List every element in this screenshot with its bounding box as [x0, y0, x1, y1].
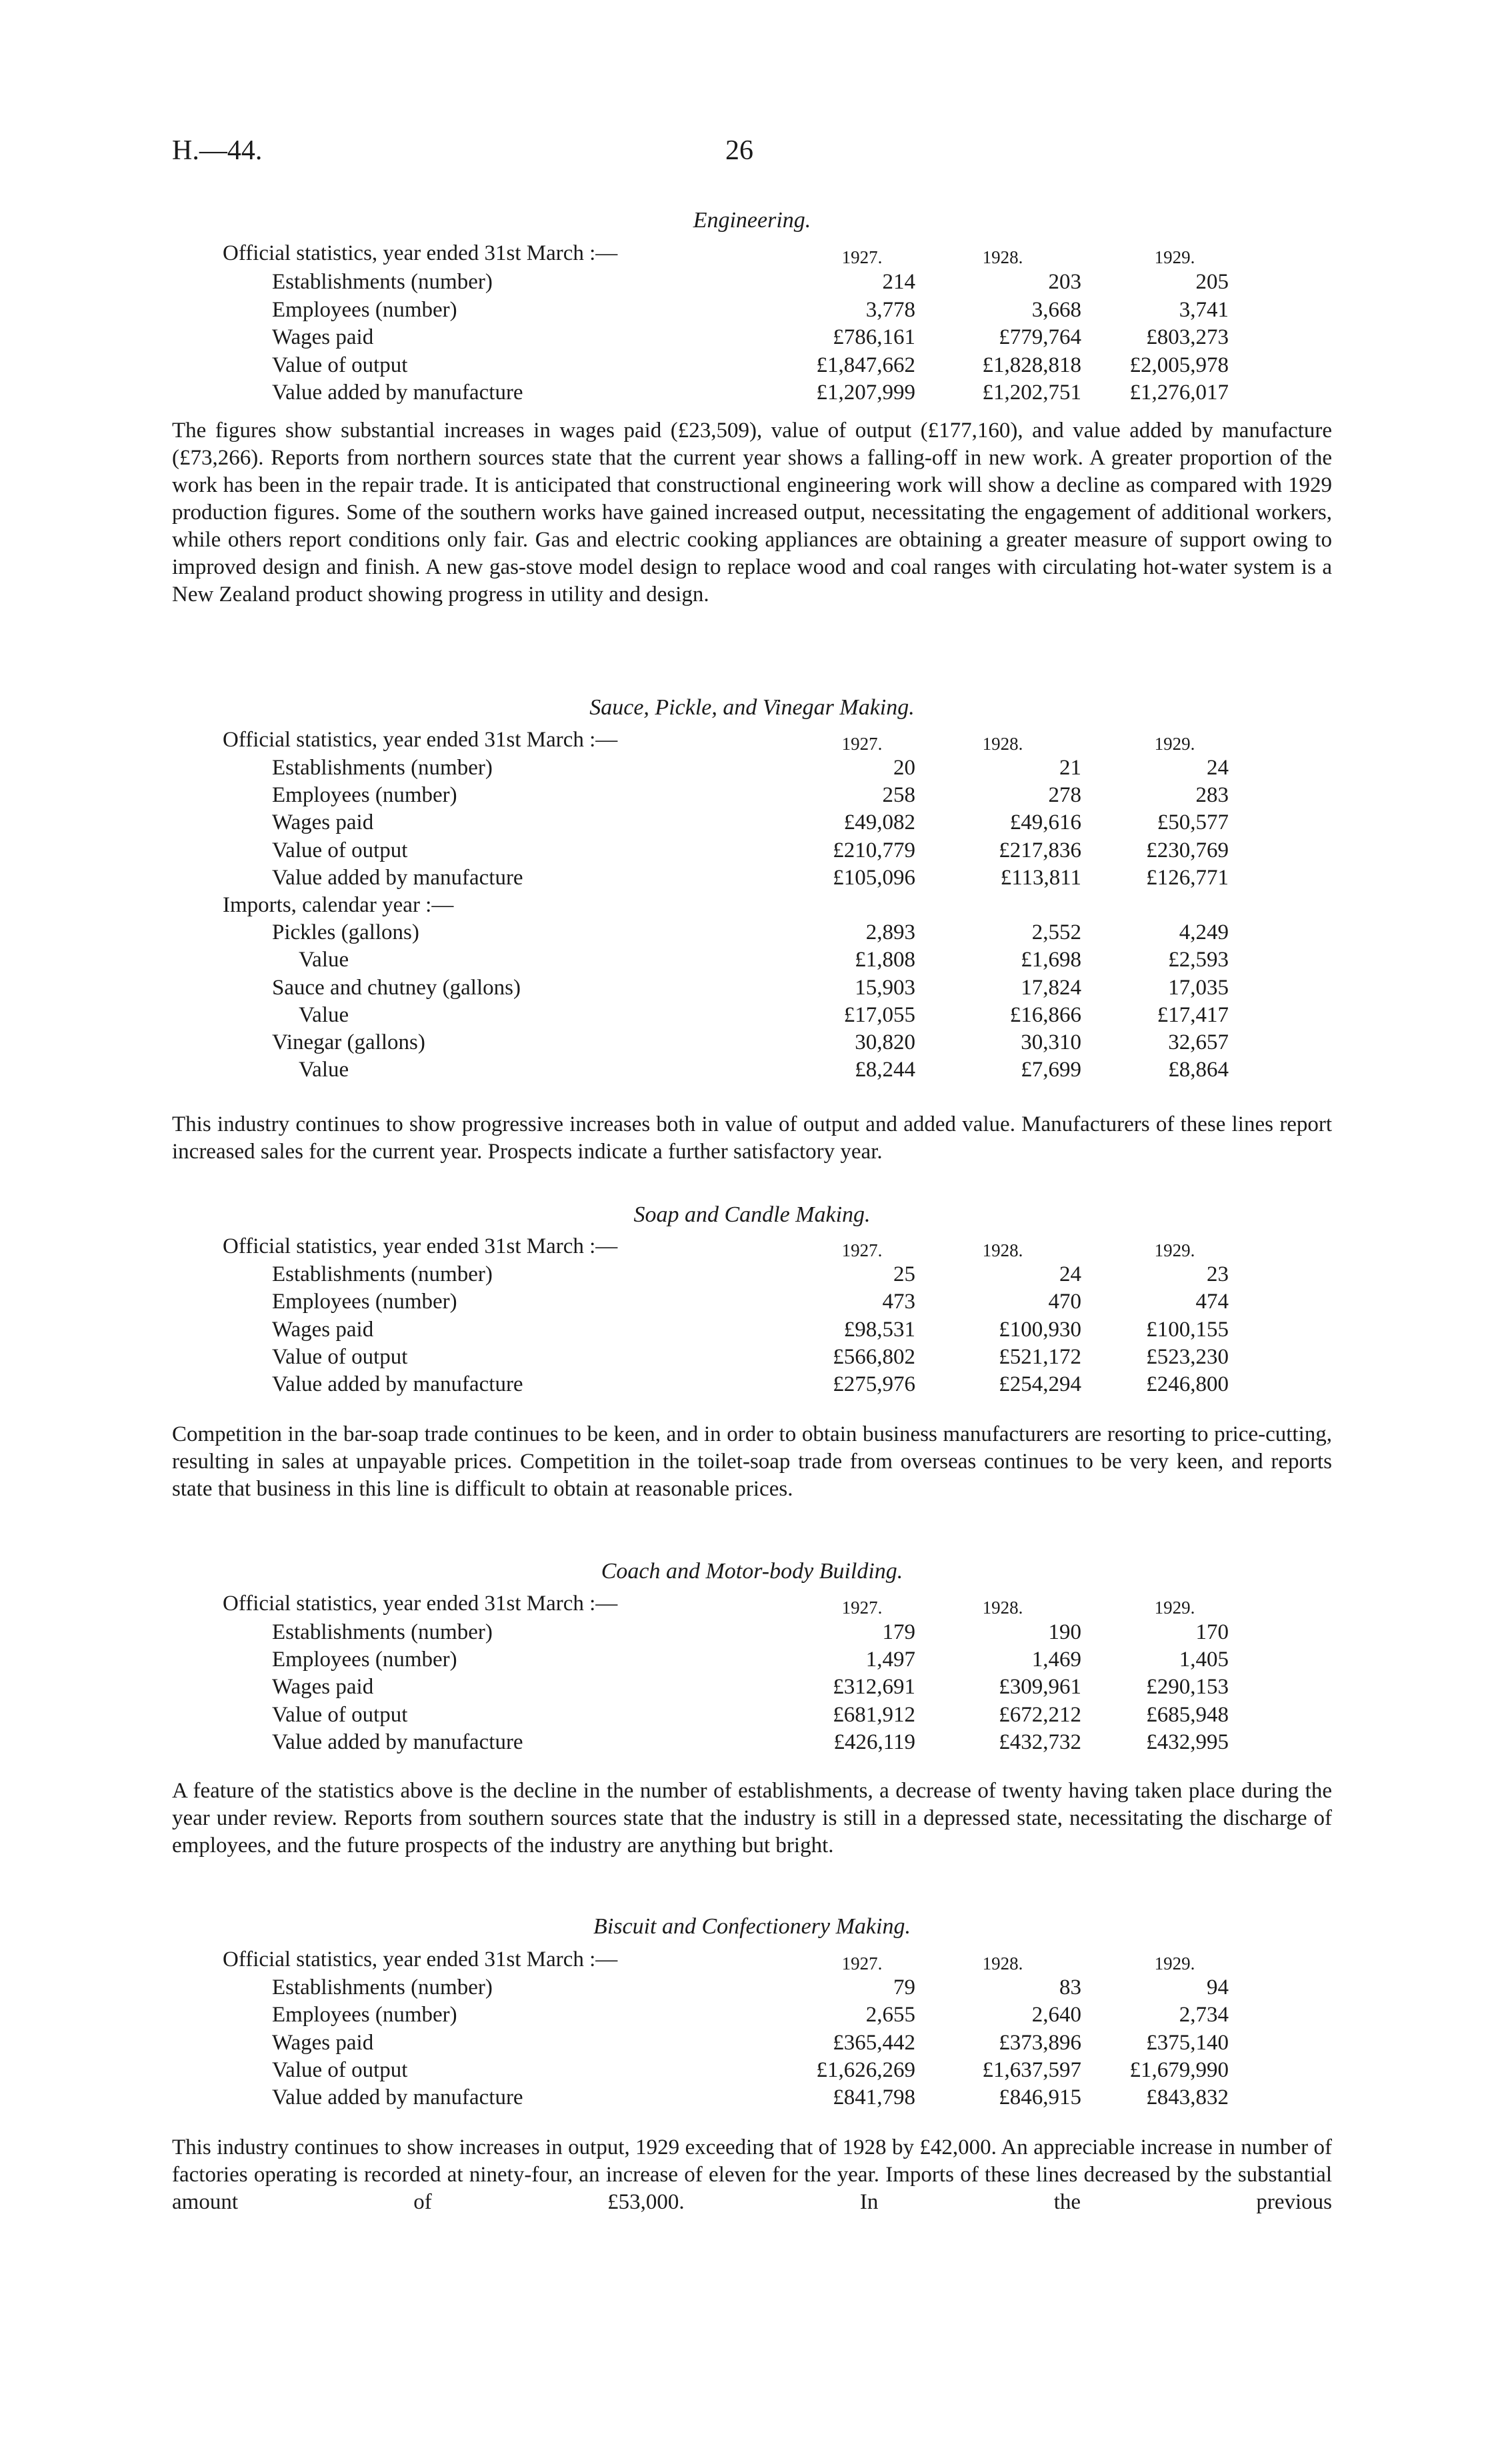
- table-row: [0, 809, 1504, 836]
- value-cell: £98,531: [843, 1318, 915, 1342]
- row-label: Value of output: [272, 1345, 408, 1369]
- value-cell: £1,202,751: [982, 381, 1081, 405]
- row-label: Establishments (number): [272, 1975, 493, 1999]
- value-cell: 4,249: [1179, 920, 1229, 944]
- value-cell: £841,798: [833, 2085, 915, 2109]
- section-paragraph: This industry continues to show increases in output, 1929 exceeding that of 1928 by £42,000. An appreciable increase in number of factories operating is recorded at ninety-four, an increase of eleven for the year. Imports of these lines decreased by the substantial amount of £53,000. In the previous: [172, 2135, 1332, 2214]
- table-row: [0, 1261, 1504, 1288]
- statistics-intro-row: [0, 1233, 1504, 1260]
- row-label: Value: [299, 1003, 349, 1027]
- table-row: [0, 1002, 1504, 1028]
- value-cell: £17,417: [1157, 1003, 1229, 1027]
- value-cell: £566,802: [833, 1345, 915, 1369]
- value-cell: 24: [1207, 756, 1229, 780]
- row-label: Establishments (number): [272, 270, 493, 294]
- year-heading: 1927.: [841, 1953, 883, 1973]
- value-cell: 283: [1195, 783, 1229, 807]
- value-cell: 1,405: [1179, 1648, 1229, 1672]
- value-cell: 2,893: [865, 920, 915, 944]
- imports-heading: Imports, calendar year :—: [223, 893, 454, 917]
- value-cell: £105,096: [833, 866, 915, 890]
- table-row: [0, 1288, 1504, 1315]
- value-cell: 2,734: [1179, 2003, 1229, 2027]
- statistics-intro-row: [0, 726, 1504, 753]
- value-cell: 15,903: [855, 976, 915, 1000]
- value-cell: 17,824: [1021, 976, 1081, 1000]
- row-label: Employees (number): [272, 298, 457, 322]
- value-cell: £290,153: [1146, 1675, 1229, 1699]
- value-cell: £113,811: [1000, 866, 1081, 890]
- value-cell: £2,005,978: [1129, 353, 1229, 377]
- table-row: [0, 782, 1504, 808]
- table-row: [0, 864, 1504, 891]
- row-label: Value added by manufacture: [272, 1730, 523, 1754]
- statistics-intro: Official statistics, year ended 31st March :—: [223, 1947, 618, 1971]
- table-row: [0, 1619, 1504, 1646]
- table-row: [0, 269, 1504, 295]
- value-cell: 30,820: [855, 1030, 915, 1054]
- section-paragraph: This industry continues to show progressive increases both in value of output and added value. Manufacturers of these lines report increased sales for the current year. Prospects indicate a further satisfactory year.: [172, 1112, 1332, 1164]
- value-cell: 79: [893, 1975, 915, 1999]
- value-cell: £246,800: [1146, 1372, 1229, 1396]
- table-row: [0, 919, 1504, 946]
- value-cell: £779,764: [999, 325, 1081, 349]
- value-cell: £309,961: [999, 1675, 1081, 1699]
- value-cell: £375,140: [1146, 2031, 1229, 2055]
- row-label: Employees (number): [272, 783, 457, 807]
- value-cell: 474: [1195, 1290, 1229, 1314]
- value-cell: 190: [1048, 1620, 1081, 1644]
- year-heading: 1929.: [1154, 1598, 1195, 1618]
- table-row: [0, 946, 1504, 973]
- statistics-intro: Official statistics, year ended 31st March :—: [223, 1234, 618, 1258]
- row-label: Establishments (number): [272, 1262, 493, 1286]
- year-heading: 1927.: [841, 1240, 883, 1260]
- year-heading: 1928.: [982, 1598, 1023, 1618]
- value-cell: 21: [1059, 756, 1081, 780]
- value-cell: £1,637,597: [982, 2058, 1081, 2082]
- value-cell: £1,847,662: [816, 353, 915, 377]
- table-row: [0, 1316, 1504, 1343]
- imports-heading-row: [0, 892, 1504, 918]
- value-cell: £217,836: [999, 838, 1081, 862]
- value-cell: £1,679,990: [1129, 2058, 1229, 2082]
- page-number: 26: [725, 135, 753, 166]
- row-label: Wages paid: [272, 1675, 374, 1699]
- value-cell: 473: [882, 1290, 915, 1314]
- value-cell: £803,273: [1146, 325, 1229, 349]
- value-cell: £16,866: [1009, 1003, 1081, 1027]
- row-label: Establishments (number): [272, 1620, 493, 1644]
- value-cell: £312,691: [833, 1675, 915, 1699]
- value-cell: £523,230: [1146, 1345, 1229, 1369]
- section-title: Engineering.: [693, 208, 811, 233]
- section-title: Biscuit and Confectionery Making.: [593, 1914, 911, 1939]
- row-label: Wages paid: [272, 325, 374, 349]
- table-row: [0, 754, 1504, 781]
- table-row: [0, 1674, 1504, 1700]
- year-heading: 1928.: [982, 1953, 1023, 1973]
- statistics-intro: Official statistics, year ended 31st March :—: [223, 241, 618, 265]
- value-cell: 470: [1048, 1290, 1081, 1314]
- value-cell: 32,657: [1168, 1030, 1229, 1054]
- table-row: [0, 1371, 1504, 1398]
- value-cell: 278: [1048, 783, 1081, 807]
- row-label: Pickles (gallons): [272, 920, 419, 944]
- value-cell: £365,442: [833, 2031, 915, 2055]
- value-cell: 3,778: [865, 298, 915, 322]
- value-cell: £426,119: [833, 1730, 915, 1754]
- row-label: Value of output: [272, 838, 408, 862]
- value-cell: £685,948: [1146, 1703, 1229, 1727]
- section-paragraph: Competition in the bar-soap trade continues to be keen, and in order to obtain business manufacturers are resorting to price-cutting, resulting in sales at unpayable prices. Competition in the toilet-soap trade from overseas continues to be very keen, and reports state that business in this line is difficult to obtain at reasonable prices.: [172, 1422, 1332, 1501]
- table-row: [0, 379, 1504, 406]
- table-row: [0, 2001, 1504, 2028]
- value-cell: 179: [882, 1620, 915, 1644]
- table-row: [0, 1646, 1504, 1673]
- section-title: Sauce, Pickle, and Vinegar Making.: [589, 695, 915, 720]
- table-row: [0, 1729, 1504, 1756]
- value-cell: £2,593: [1168, 948, 1229, 972]
- value-cell: £373,896: [999, 2031, 1081, 2055]
- year-heading: 1928.: [982, 734, 1023, 754]
- value-cell: £50,577: [1157, 810, 1229, 834]
- row-label: Value: [299, 948, 349, 972]
- value-cell: 205: [1195, 270, 1229, 294]
- value-cell: £8,244: [855, 1058, 915, 1082]
- value-cell: £846,915: [999, 2085, 1081, 2109]
- value-cell: £681,912: [833, 1703, 915, 1727]
- value-cell: £1,276,017: [1129, 381, 1229, 405]
- row-label: Value added by manufacture: [272, 381, 523, 405]
- document-reference: H.—44.: [172, 135, 263, 166]
- row-label: Value of output: [272, 1703, 408, 1727]
- value-cell: £521,172: [999, 1345, 1081, 1369]
- row-label: Establishments (number): [272, 756, 493, 780]
- value-cell: 30,310: [1021, 1030, 1081, 1054]
- year-heading: 1927.: [841, 247, 883, 267]
- value-cell: 170: [1195, 1620, 1229, 1644]
- value-cell: £230,769: [1146, 838, 1229, 862]
- table-row: [0, 974, 1504, 1001]
- value-cell: £1,698: [1021, 948, 1081, 972]
- table-row: [0, 324, 1504, 351]
- table-row: [0, 2029, 1504, 2056]
- value-cell: £126,771: [1146, 866, 1229, 890]
- value-cell: 3,668: [1031, 298, 1081, 322]
- value-cell: 258: [882, 783, 915, 807]
- value-cell: 2,552: [1031, 920, 1081, 944]
- year-heading: 1928.: [982, 247, 1023, 267]
- section-title: Soap and Candle Making.: [633, 1202, 871, 1227]
- row-label: Wages paid: [272, 2031, 374, 2055]
- statistics-intro-row: [0, 1946, 1504, 1973]
- value-cell: £1,207,999: [816, 381, 915, 405]
- value-cell: 17,035: [1168, 976, 1229, 1000]
- section-paragraph: A feature of the statistics above is the decline in the number of establishments, a decrease of twenty having taken place during the year under review. Reports from southern sources state that the industry is still in a depressed state, necessitating the discharge of employees, and the future prospects of the industry are anything but bright.: [172, 1779, 1332, 1857]
- section-paragraph: The figures show substantial increases in wages paid (£23,509), value of output (£177,160), and value added by manufacture (£73,266). Reports from northern sources state that the current year shows a falling-off in new work. A greater proportion of the work has been in the repair trade. It is anticipated that constructional engineering work will show a decline as compared with 1929 production figures. Some of the southern works have gained increased output, necessitating the engagement of additional workers, while others report conditions only fair. Gas and electric cooking appliances are obtaining a greater measure of support owing to improved design and finish. A new gas-stove model design to replace wood and coal ranges with circulating hot-water system is a New Zealand product showing progress in utility and design.: [172, 419, 1332, 607]
- value-cell: £672,212: [999, 1703, 1081, 1727]
- row-label: Value added by manufacture: [272, 1372, 523, 1396]
- value-cell: £275,976: [833, 1372, 915, 1396]
- table-row: [0, 1344, 1504, 1370]
- value-cell: £100,155: [1146, 1318, 1229, 1342]
- value-cell: 203: [1048, 270, 1081, 294]
- statistics-intro-row: [0, 240, 1504, 267]
- row-label: Employees (number): [272, 2003, 457, 2027]
- value-cell: £17,055: [843, 1003, 915, 1027]
- value-cell: £432,732: [999, 1730, 1081, 1754]
- value-cell: £210,779: [833, 838, 915, 862]
- value-cell: 3,741: [1179, 298, 1229, 322]
- year-heading: 1927.: [841, 1598, 883, 1618]
- year-heading: 1929.: [1154, 1953, 1195, 1973]
- row-label: Employees (number): [272, 1648, 457, 1672]
- row-label: Employees (number): [272, 1290, 457, 1314]
- row-label: Value added by manufacture: [272, 2085, 523, 2109]
- value-cell: 24: [1059, 1262, 1081, 1286]
- table-row: [0, 1029, 1504, 1056]
- table-row: [0, 2057, 1504, 2083]
- row-label: Vinegar (gallons): [272, 1030, 425, 1054]
- statistics-intro: Official statistics, year ended 31st March :—: [223, 728, 618, 752]
- statistics-intro: Official statistics, year ended 31st March :—: [223, 1592, 618, 1616]
- value-cell: £49,616: [1009, 810, 1081, 834]
- table-row: [0, 352, 1504, 379]
- value-cell: £254,294: [999, 1372, 1081, 1396]
- table-row: [0, 1702, 1504, 1728]
- value-cell: 214: [882, 270, 915, 294]
- value-cell: 83: [1059, 1975, 1081, 1999]
- row-label: Wages paid: [272, 1318, 374, 1342]
- year-heading: 1929.: [1154, 734, 1195, 754]
- value-cell: £1,808: [855, 948, 915, 972]
- row-label: Sauce and chutney (gallons): [272, 976, 521, 1000]
- year-heading: 1927.: [841, 734, 883, 754]
- value-cell: 20: [893, 756, 915, 780]
- table-row: [0, 297, 1504, 323]
- value-cell: £843,832: [1146, 2085, 1229, 2109]
- value-cell: 23: [1207, 1262, 1229, 1286]
- row-label: Value of output: [272, 2058, 408, 2082]
- year-heading: 1928.: [982, 1240, 1023, 1260]
- table-row: [0, 837, 1504, 864]
- year-heading: 1929.: [1154, 1240, 1195, 1260]
- row-label: Value of output: [272, 353, 408, 377]
- year-heading: 1929.: [1154, 247, 1195, 267]
- value-cell: £7,699: [1021, 1058, 1081, 1082]
- value-cell: £1,626,269: [816, 2058, 915, 2082]
- value-cell: £49,082: [843, 810, 915, 834]
- section-title: Coach and Motor-body Building.: [601, 1559, 903, 1584]
- value-cell: 2,655: [865, 2003, 915, 2027]
- value-cell: 94: [1207, 1975, 1229, 1999]
- value-cell: 2,640: [1031, 2003, 1081, 2027]
- value-cell: £786,161: [833, 325, 915, 349]
- table-row: [0, 2084, 1504, 2111]
- table-row: [0, 1974, 1504, 2001]
- value-cell: £1,828,818: [982, 353, 1081, 377]
- row-label: Wages paid: [272, 810, 374, 834]
- value-cell: 25: [893, 1262, 915, 1286]
- value-cell: 1,497: [865, 1648, 915, 1672]
- value-cell: £8,864: [1168, 1058, 1229, 1082]
- value-cell: 1,469: [1031, 1648, 1081, 1672]
- value-cell: £432,995: [1146, 1730, 1229, 1754]
- row-label: Value: [299, 1058, 349, 1082]
- row-label: Value added by manufacture: [272, 866, 523, 890]
- statistics-intro-row: [0, 1590, 1504, 1617]
- table-row: [0, 1056, 1504, 1083]
- value-cell: £100,930: [999, 1318, 1081, 1342]
